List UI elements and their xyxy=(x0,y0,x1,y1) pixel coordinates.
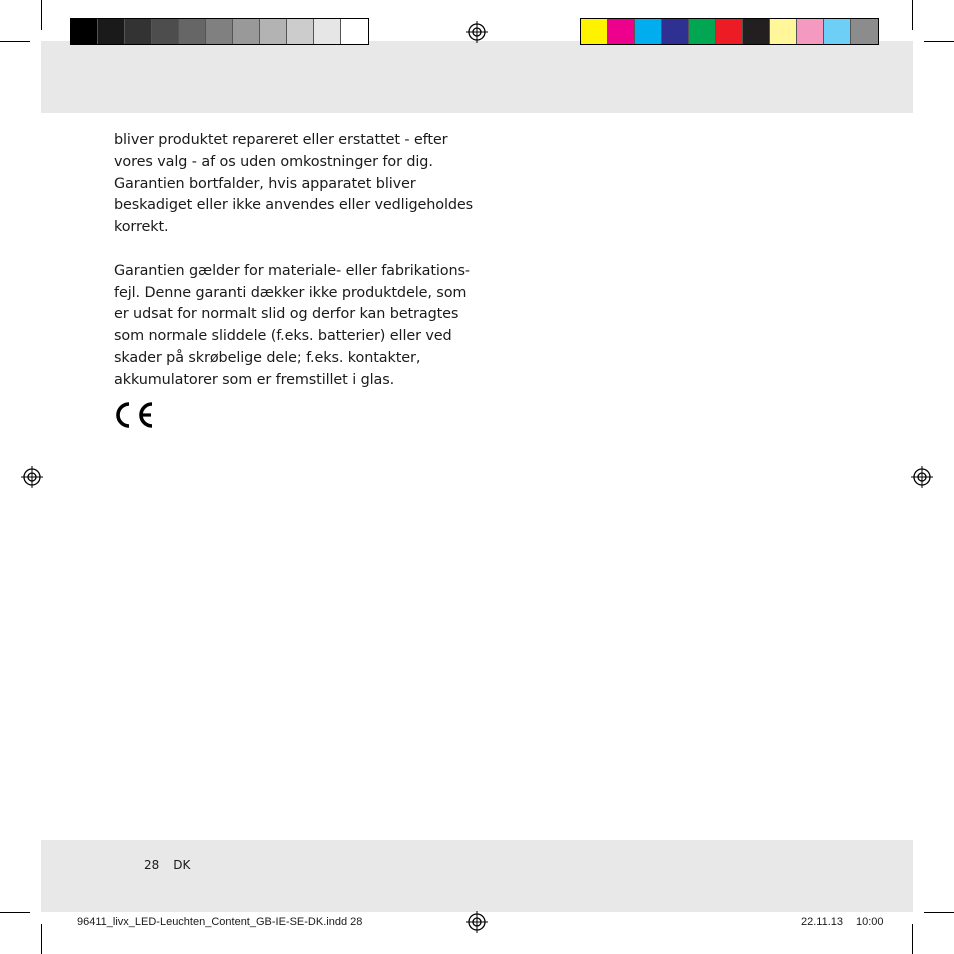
color-swatch xyxy=(581,19,608,44)
crop-mark xyxy=(41,924,42,954)
paragraph: bliver produktet repareret eller erstattet - efter vores valg - af os uden omkostninger for dig. Garantien bortfalder, hvis apparatet bliver beskadiget eller ikke anvendes eller vedligeholdes korrekt. xyxy=(114,132,474,236)
color-swatch xyxy=(152,19,179,44)
crop-mark xyxy=(0,912,30,913)
registration-mark-icon xyxy=(911,466,933,488)
slug-filename: 96411_livx_LED-Leuchten_Content_GB-IE-SE-DK.indd 28 xyxy=(77,916,363,928)
crop-mark xyxy=(924,41,954,42)
color-swatch xyxy=(206,19,233,44)
color-swatch xyxy=(233,19,260,44)
language-code: DK xyxy=(173,858,191,872)
process-color-bar xyxy=(580,18,879,45)
color-swatch xyxy=(770,19,797,44)
color-swatch xyxy=(179,19,206,44)
header-band xyxy=(41,41,913,113)
color-swatch xyxy=(635,19,662,44)
footer-band xyxy=(41,840,913,912)
color-swatch xyxy=(689,19,716,44)
color-swatch xyxy=(125,19,152,44)
color-swatch xyxy=(608,19,635,44)
registration-mark-icon xyxy=(466,21,488,43)
color-swatch xyxy=(260,19,287,44)
color-swatch xyxy=(716,19,743,44)
color-swatch xyxy=(71,19,98,44)
slug-time: 10:00 xyxy=(856,916,884,928)
color-swatch xyxy=(797,19,824,44)
color-swatch xyxy=(824,19,851,44)
registration-mark-icon xyxy=(21,466,43,488)
color-swatch xyxy=(851,19,878,44)
grayscale-color-bar xyxy=(70,18,369,45)
color-swatch xyxy=(662,19,689,44)
ce-mark-icon xyxy=(112,400,154,430)
crop-mark xyxy=(0,41,30,42)
crop-mark xyxy=(912,0,913,30)
warranty-text xyxy=(114,130,474,413)
color-swatch xyxy=(341,19,368,44)
color-swatch xyxy=(743,19,770,44)
registration-mark-icon xyxy=(466,911,488,933)
paragraph: Garantien gælder for materiale- eller fabrikations-fejl. Denne garanti dækker ikke produktdele, som er udsat for normalt slid og derfor kan betragtes som normale sliddele (f.eks. batterier) eller ved skader på skrøbelige dele; f.eks. kontakter, akkumulatorer som er fremstillet i glas. xyxy=(114,262,470,388)
page-number: 28 xyxy=(144,858,160,872)
color-swatch xyxy=(98,19,125,44)
crop-mark xyxy=(924,912,954,913)
crop-mark xyxy=(912,924,913,954)
slug-date: 22.11.13 xyxy=(801,916,844,928)
page-folio xyxy=(144,858,204,872)
color-swatch xyxy=(287,19,314,44)
color-swatch xyxy=(314,19,341,44)
crop-mark xyxy=(41,0,42,30)
